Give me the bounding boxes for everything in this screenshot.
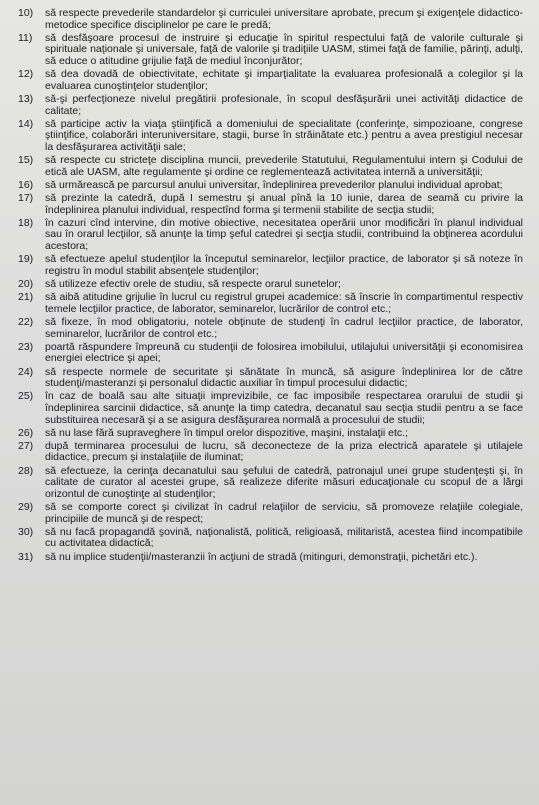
clause-text: să respecte normele de securitate şi sănătate în muncă, să asigure îndeplinirea lor de către studenţi/masteranzi şi personalul didactic auxiliar în timpul procesului didactic; (45, 365, 523, 390)
clause-item (18, 33, 523, 68)
clause-text: să utilizeze efectiv orele de studiu, să respecte orarul sunetelor; (45, 278, 341, 290)
clause-number: 20) (18, 278, 34, 290)
clause-item (18, 218, 523, 253)
clause-item (18, 552, 523, 564)
clause-text: să respecte prevederile standardelor şi curriculei universitare aprobate, precum şi exigenţele didactico-metodice specifice disciplinelor pe care le predă; (45, 7, 523, 31)
clause-item (18, 428, 523, 440)
clause-item (18, 69, 523, 92)
clause-text: să dea dovadă de obiectivitate, echitate şi imparţialitate la evaluarea profesională a colegilor şi la evaluarea cunoştinţelor studenţilor; (45, 68, 523, 92)
clause-item (18, 317, 523, 340)
clause-number: 21) (18, 291, 34, 304)
clause-item (18, 391, 523, 426)
clause-text: să nu lase fără supraveghere în timpul orelor dispozitive, maşini, instalaţii etc.; (45, 426, 409, 439)
clause-item (18, 94, 523, 117)
clause-text: să respecte cu stricteţe disciplina muncii, prevederile Statutului, Regulamentului intern şi Codului de etică ale UASM, alte regulamente şi ordine ce reglementează activitatea internă a universităţii; (45, 154, 523, 178)
clause-item (18, 466, 523, 501)
clause-item (18, 279, 523, 291)
clause-number: 10) (18, 7, 34, 19)
clause-number: 12) (18, 68, 34, 81)
clause-number: 19) (18, 253, 34, 266)
clause-number: 13) (18, 92, 34, 105)
clause-text: să efectueze apelul studenţilor la începutul seminarelor, lecţiilor practice, de laborator şi să noteze în registru în modul stabilit absenţele studenţilor; (45, 253, 523, 277)
clause-number: 16) (18, 178, 34, 191)
clause-item (18, 155, 523, 178)
clause-text: să urmărească pe parcursul anului universitar, îndeplinirea prevederilor planului individual aprobat; (45, 178, 503, 191)
clause-number: 24) (18, 365, 34, 378)
clause-item (18, 292, 523, 315)
clause-item (18, 441, 523, 464)
clause-number: 28) (18, 464, 34, 477)
clause-number: 23) (18, 340, 34, 353)
clause-number: 15) (18, 154, 34, 167)
clause-number: 11) (18, 31, 33, 44)
clause-item (18, 342, 523, 365)
clause-text: să prezinte la catedră, după I semestru şi anual pînă la 10 iunie, darea de seamă cu privire la îndeplinirea planului individual, respectînd forma şi termenii stabilite de secţia studii; (45, 192, 523, 216)
clause-number: 29) (18, 501, 34, 514)
clause-number: 18) (18, 216, 34, 229)
clause-item (18, 367, 523, 390)
clause-item (18, 119, 523, 154)
clause-text: să nu implice studenţii/masteranzii în acţiuni de stradă (mitinguri, demonstraţii, pichetări etc.). (45, 550, 478, 563)
clause-item (18, 8, 523, 31)
clause-text: poartă răspundere împreună cu studenţii de folosirea imobilului, utilajului universităţii şi economisirea energiei electrice şi apei; (45, 340, 523, 365)
clause-number: 26) (18, 426, 34, 439)
clause-number: 27) (18, 439, 34, 452)
clause-number: 17) (18, 192, 34, 205)
clause-item (18, 193, 523, 216)
clause-text: în caz de boală sau alte situaţii imprevizibile, ce fac imposibile respectarea orarului de studii şi îndeplinirea sarcinii didactice, să anunţe la timp catedra, decanatul sau secţia studii pentru a se face substituirea necesară şi a se asigura desfăşurarea normală a procesului de studii; (45, 390, 523, 426)
clause-item (18, 502, 523, 525)
clause-number: 30) (18, 525, 34, 538)
clause-text: să-şi perfecţioneze nivelul pregătirii profesionale, în scopul desfăşurării unei activităţi didactice de calitate; (45, 92, 523, 117)
clause-number: 14) (18, 117, 34, 130)
clause-item (18, 180, 523, 192)
clause-text: să desfăşoare procesul de instruire şi educaţie în spiritul respectului faţă de valorile culturale şi spirituale naţionale şi universale, faţă de valorile şi tradiţiile UASM, stimei faţă de familie, părinţi, adulţi, să educe o atitudine grijulie faţă de mediul înconjurător; (45, 31, 523, 67)
clause-text: în cazuri cînd intervine, din motive obiective, necesitatea operării unor modificări în planul individual sau în orarul lecţiilor, să anunţe la timp şeful catedrei şi secţia studii, contribuind la obţinerea acordului acestora; (45, 216, 523, 253)
clause-text: să nu facă propagandă şovină, naţionalistă, politică, religioasă, militaristă, acestea fiind incompatibile cu activitatea didactică; (45, 525, 523, 550)
clause-text: după terminarea procesului de lucru, să deconecteze de la priza electrică aparatele şi utilajele didactice, precum şi instalaţiile de iluminat; (45, 439, 523, 464)
clause-item (18, 254, 523, 277)
clause-text: să efectueze, la cerinţa decanatului sau şefului de catedră, patronajul unei grupe studenţeşti şi, în calitate de curator al acestei grupe, să realizeze diferite măsuri educaţionale cu scopul de a lărgi orizontul de cunoştinţe al studenţilor; (45, 464, 523, 500)
clause-number: 22) (18, 315, 34, 328)
clause-number: 31) (18, 550, 34, 563)
clause-text: să aibă atitudine grijulie în lucrul cu registrul grupei academice: să înscrie în compartimentul respectiv temele lecţiilor practice, de laborator, seminarelor, lucrărilor de control etc.; (45, 291, 523, 315)
clause-text: să se comporte corect şi civilizat în cadrul relaţiilor de serviciu, să promoveze relaţiile colegiale, principiile de muncă şi de respect; (45, 501, 523, 525)
clause-text: să fixeze, în mod obligatoriu, notele obţinute de studenţi în cadrul lecţiilor practice, de laborator, seminarelor, lucrărilor de control etc.; (45, 315, 523, 340)
clause-item (18, 527, 523, 550)
clause-text: să participe activ la viaţa ştiinţifică a domeniului de specialitate (conferinţe, simpozioane, congrese ştiinţifice, colaborări interuniversitare, stagii, burse în străinătate etc.) pentru a avea prestigiul necesar la desfăşurarea activităţii sale; (45, 117, 523, 153)
clause-list (18, 8, 523, 563)
clause-number: 25) (18, 390, 34, 403)
